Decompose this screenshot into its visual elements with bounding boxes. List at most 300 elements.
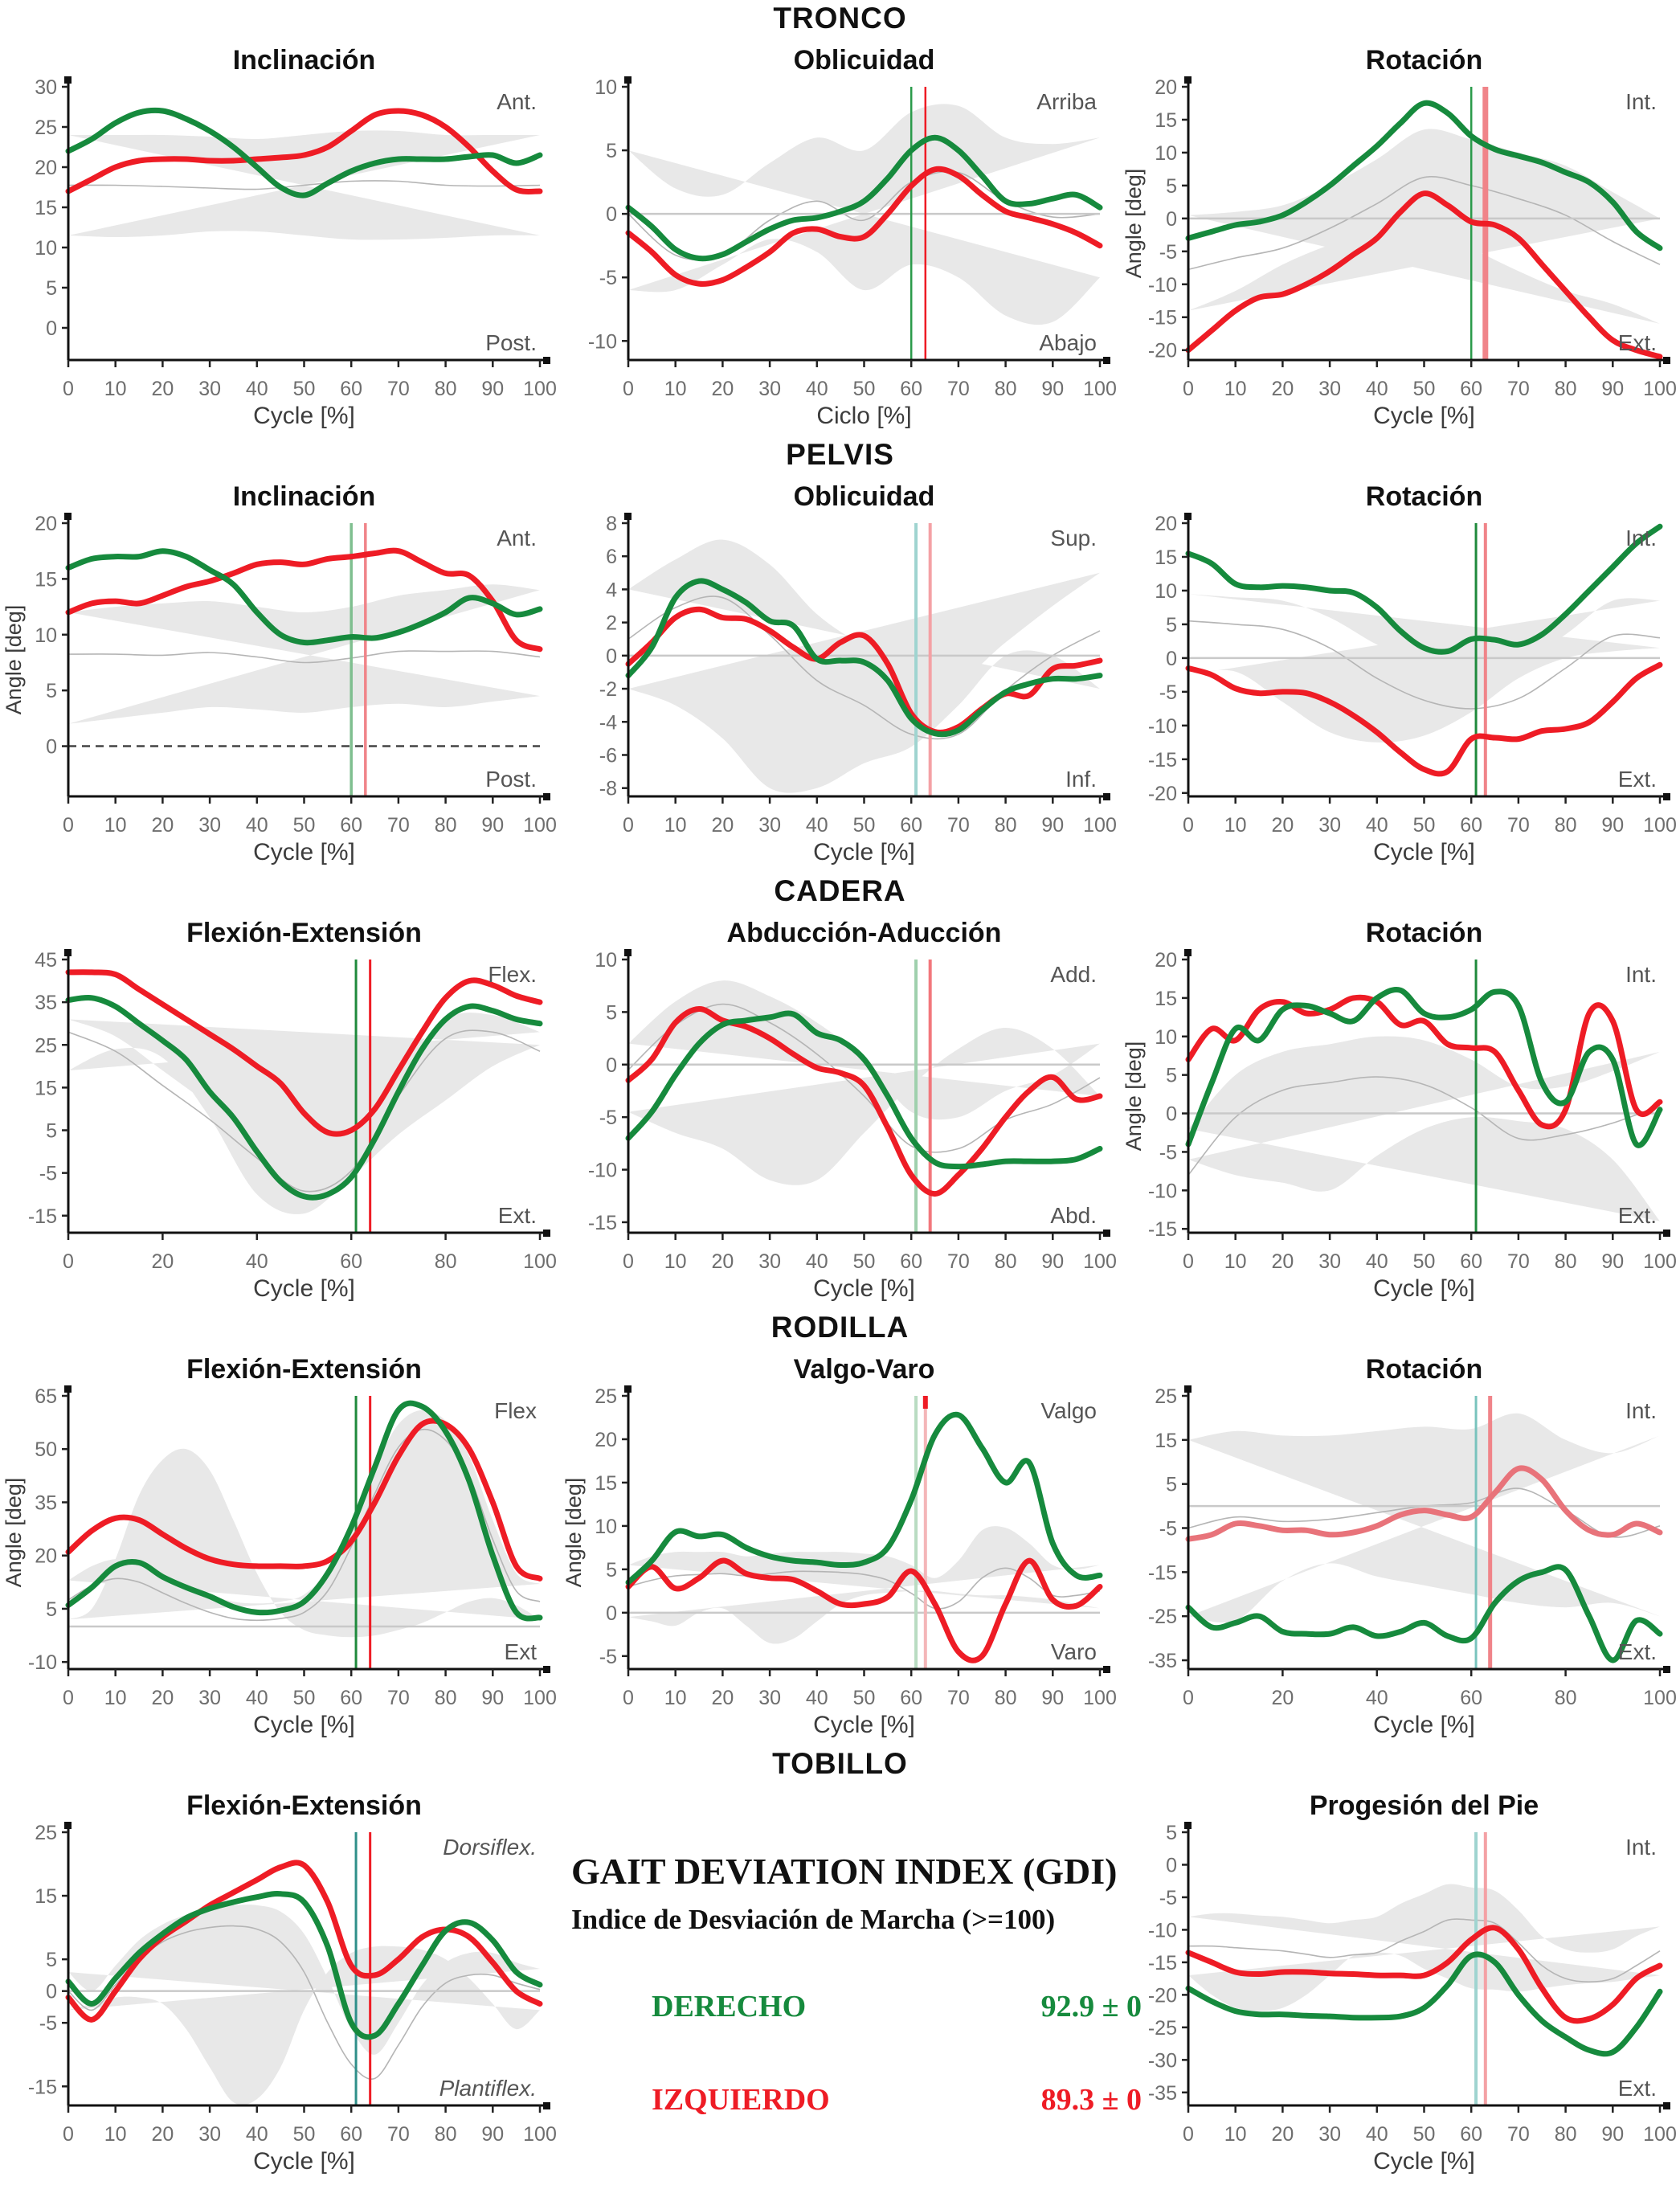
svg-text:Int.: Int. <box>1625 526 1657 550</box>
svg-text:-6: -6 <box>599 744 617 767</box>
svg-text:Ciclo [%]: Ciclo [%] <box>816 403 912 429</box>
svg-text:-35: -35 <box>1147 1650 1177 1673</box>
svg-text:50: 50 <box>292 1687 316 1709</box>
svg-text:Oblicuidad: Oblicuidad <box>793 45 935 76</box>
svg-text:0: 0 <box>1183 1687 1194 1709</box>
svg-text:50: 50 <box>1412 814 1436 837</box>
svg-text:Rotación: Rotación <box>1365 45 1483 76</box>
svg-text:15: 15 <box>35 568 57 591</box>
svg-text:90: 90 <box>1041 1687 1065 1709</box>
svg-text:15: 15 <box>1155 1429 1177 1452</box>
svg-text:80: 80 <box>434 378 457 400</box>
svg-text:Rotación: Rotación <box>1365 481 1483 512</box>
svg-text:20: 20 <box>711 378 734 400</box>
svg-text:Valgo-Varo: Valgo-Varo <box>793 1354 935 1385</box>
svg-text:60: 60 <box>340 2123 363 2146</box>
svg-text:90: 90 <box>1601 2123 1625 2146</box>
tobillo-flexion-extension-chart <box>0 1782 560 2182</box>
svg-text:20: 20 <box>35 157 57 179</box>
svg-text:80: 80 <box>1554 378 1577 400</box>
svg-text:0: 0 <box>1166 647 1177 670</box>
svg-text:10: 10 <box>1224 814 1247 837</box>
svg-text:50: 50 <box>852 378 876 400</box>
svg-text:0: 0 <box>63 1687 74 1709</box>
svg-text:-10: -10 <box>1147 273 1177 297</box>
svg-text:30: 30 <box>198 1687 222 1709</box>
svg-text:20: 20 <box>711 814 734 837</box>
svg-text:Arriba: Arriba <box>1036 89 1097 114</box>
svg-text:50: 50 <box>1412 1250 1436 1273</box>
svg-text:70: 70 <box>946 378 970 400</box>
svg-text:Ext.: Ext. <box>497 1203 537 1228</box>
svg-text:5: 5 <box>1166 613 1177 636</box>
svg-text:Progesión del Pie: Progesión del Pie <box>1309 1790 1539 1821</box>
svg-text:Rotación: Rotación <box>1365 918 1483 948</box>
svg-text:10: 10 <box>595 1515 617 1538</box>
chart-cell-rodilla-flexion <box>0 1346 560 1745</box>
svg-text:20: 20 <box>1271 1250 1294 1273</box>
svg-text:Flexión-Extensión: Flexión-Extensión <box>186 1790 422 1821</box>
svg-text:Cycle [%]: Cycle [%] <box>813 839 915 865</box>
svg-text:-30: -30 <box>1147 2049 1177 2072</box>
svg-text:Cycle [%]: Cycle [%] <box>1373 403 1475 429</box>
svg-text:50: 50 <box>852 1250 876 1273</box>
rodilla-rotacion-chart <box>1120 1346 1680 1745</box>
svg-text:Flex.: Flex. <box>488 962 537 987</box>
svg-text:80: 80 <box>994 814 1017 837</box>
svg-text:15: 15 <box>1155 987 1177 1010</box>
svg-text:30: 30 <box>758 378 782 400</box>
chart-cell-tobillo-flexion <box>0 1782 560 2182</box>
svg-text:-15: -15 <box>1147 1951 1177 1974</box>
svg-text:30: 30 <box>758 814 782 837</box>
svg-text:-15: -15 <box>27 1205 57 1228</box>
svg-text:10: 10 <box>664 814 687 837</box>
svg-text:-10: -10 <box>1147 1180 1177 1203</box>
svg-text:20: 20 <box>595 1428 617 1451</box>
svg-text:80: 80 <box>434 2123 457 2146</box>
svg-text:50: 50 <box>292 378 316 400</box>
svg-text:90: 90 <box>1041 378 1065 400</box>
svg-text:100: 100 <box>1643 1687 1677 1709</box>
svg-text:20: 20 <box>1155 513 1177 535</box>
svg-text:100: 100 <box>523 1687 557 1709</box>
svg-text:10: 10 <box>1224 1250 1247 1273</box>
svg-text:40: 40 <box>805 1687 828 1709</box>
chart-cell-progresion-pie <box>1120 1782 1680 2182</box>
svg-text:60: 60 <box>1460 1687 1483 1709</box>
svg-text:40: 40 <box>245 1687 268 1709</box>
svg-text:10: 10 <box>35 624 57 647</box>
svg-text:50: 50 <box>1412 2123 1436 2146</box>
svg-text:80: 80 <box>1554 1687 1577 1709</box>
svg-text:-15: -15 <box>587 1211 617 1234</box>
svg-text:6: 6 <box>606 546 617 569</box>
svg-text:30: 30 <box>1318 814 1342 837</box>
svg-text:60: 60 <box>340 1250 363 1273</box>
svg-text:20: 20 <box>1271 1687 1294 1709</box>
svg-text:90: 90 <box>1601 1250 1625 1273</box>
svg-text:Abd.: Abd. <box>1050 1203 1097 1228</box>
svg-text:20: 20 <box>711 1687 734 1709</box>
svg-text:-5: -5 <box>599 1107 617 1130</box>
svg-text:0: 0 <box>1183 2123 1194 2146</box>
svg-text:Abajo: Abajo <box>1039 330 1097 355</box>
svg-text:90: 90 <box>1601 378 1625 400</box>
svg-text:Angle [deg]: Angle [deg] <box>2 604 26 715</box>
svg-text:80: 80 <box>994 1687 1017 1709</box>
svg-text:30: 30 <box>1318 1250 1342 1273</box>
svg-text:-5: -5 <box>1159 240 1177 264</box>
gdi-cell <box>560 1782 1142 2182</box>
svg-text:50: 50 <box>292 2123 316 2146</box>
svg-text:0: 0 <box>63 814 74 837</box>
svg-text:90: 90 <box>481 814 505 837</box>
svg-text:-15: -15 <box>1147 1218 1177 1242</box>
svg-text:80: 80 <box>434 814 457 837</box>
svg-text:Angle [deg]: Angle [deg] <box>562 1477 586 1588</box>
svg-text:20: 20 <box>1271 814 1294 837</box>
progresion-del-pie-chart <box>1120 1782 1680 2182</box>
svg-text:-10: -10 <box>587 1159 617 1182</box>
pelvis-oblicuidad-chart <box>560 473 1120 873</box>
svg-text:0: 0 <box>606 1602 617 1625</box>
svg-text:15: 15 <box>595 1471 617 1495</box>
svg-text:20: 20 <box>151 1687 174 1709</box>
svg-text:60: 60 <box>1460 378 1483 400</box>
svg-text:80: 80 <box>994 1250 1017 1273</box>
svg-text:5: 5 <box>606 1558 617 1581</box>
svg-text:60: 60 <box>1460 814 1483 837</box>
svg-text:0: 0 <box>1183 1250 1194 1273</box>
svg-text:5: 5 <box>46 277 57 300</box>
svg-text:80: 80 <box>994 378 1017 400</box>
chart-cell-pelvis-oblicuidad <box>560 473 1120 873</box>
svg-text:5: 5 <box>46 1598 57 1621</box>
svg-text:80: 80 <box>1554 2123 1577 2146</box>
svg-text:Cycle [%]: Cycle [%] <box>1373 2148 1475 2175</box>
svg-text:80: 80 <box>434 1687 457 1709</box>
svg-text:70: 70 <box>946 1687 970 1709</box>
row-tobillo <box>0 1782 1680 2182</box>
chart-cell-pelvis-inclinacion <box>0 473 560 873</box>
svg-text:10: 10 <box>664 1687 687 1709</box>
svg-text:15: 15 <box>1155 108 1177 132</box>
svg-text:5: 5 <box>46 1119 57 1143</box>
svg-text:25: 25 <box>35 117 57 139</box>
svg-text:Cycle [%]: Cycle [%] <box>253 1275 355 1302</box>
svg-text:Post.: Post. <box>485 767 537 792</box>
svg-text:0: 0 <box>1166 207 1177 231</box>
svg-text:30: 30 <box>758 1687 782 1709</box>
svg-text:20: 20 <box>151 814 174 837</box>
svg-text:10: 10 <box>664 1250 687 1273</box>
chart-cell-tronco-inclinacion <box>0 37 560 436</box>
svg-text:100: 100 <box>523 2123 557 2146</box>
svg-text:20: 20 <box>151 378 174 400</box>
svg-text:Oblicuidad: Oblicuidad <box>793 481 935 512</box>
svg-text:100: 100 <box>1643 378 1677 400</box>
section-header-tobillo: TOBILLO <box>772 1747 908 1780</box>
row-pelvis <box>0 473 1680 873</box>
svg-text:90: 90 <box>481 2123 505 2146</box>
cadera-flexion-extension-chart <box>0 910 560 1309</box>
svg-text:8: 8 <box>606 513 617 535</box>
svg-text:-5: -5 <box>39 2012 57 2036</box>
svg-text:100: 100 <box>1083 814 1117 837</box>
svg-text:10: 10 <box>595 76 617 99</box>
svg-text:40: 40 <box>1365 814 1388 837</box>
tronco-rotacion-chart <box>1120 37 1680 436</box>
svg-text:15: 15 <box>35 1077 57 1100</box>
svg-text:-10: -10 <box>1147 714 1177 738</box>
svg-text:Post.: Post. <box>485 330 537 355</box>
svg-text:25: 25 <box>1155 1385 1177 1408</box>
svg-text:10: 10 <box>1155 1025 1177 1049</box>
svg-text:100: 100 <box>1083 1250 1117 1273</box>
svg-text:-25: -25 <box>1147 2016 1177 2040</box>
svg-text:0: 0 <box>1166 1103 1177 1126</box>
svg-text:70: 70 <box>386 2123 410 2146</box>
svg-text:Abducción-Aducción: Abducción-Aducción <box>726 918 1002 948</box>
section-header-pelvis: PELVIS <box>786 438 894 471</box>
svg-text:60: 60 <box>900 814 923 837</box>
svg-text:Rotación: Rotación <box>1365 1354 1483 1385</box>
svg-text:100: 100 <box>1083 1687 1117 1709</box>
chart-cell-rodilla-rotacion <box>1120 1346 1680 1745</box>
svg-text:-20: -20 <box>1147 339 1177 362</box>
svg-text:5: 5 <box>606 140 617 163</box>
svg-text:90: 90 <box>481 1687 505 1709</box>
svg-text:10: 10 <box>104 1687 127 1709</box>
svg-text:70: 70 <box>1506 2123 1530 2146</box>
svg-text:10: 10 <box>104 2123 127 2146</box>
svg-text:Flexión-Extensión: Flexión-Extensión <box>186 1354 422 1385</box>
svg-text:10: 10 <box>104 814 127 837</box>
svg-text:-2: -2 <box>599 678 617 702</box>
row-rodilla <box>0 1346 1680 1745</box>
svg-text:Inclinación: Inclinación <box>232 481 376 512</box>
svg-text:5: 5 <box>46 680 57 703</box>
svg-text:Cycle [%]: Cycle [%] <box>1373 1712 1475 1738</box>
svg-text:0: 0 <box>46 735 57 759</box>
svg-text:5: 5 <box>606 1001 617 1025</box>
svg-text:-15: -15 <box>1147 1561 1177 1585</box>
svg-text:Sup.: Sup. <box>1050 526 1097 550</box>
svg-text:65: 65 <box>35 1385 57 1408</box>
svg-text:Angle [deg]: Angle [deg] <box>2 1477 26 1588</box>
svg-text:Flexión-Extensión: Flexión-Extensión <box>186 918 422 948</box>
section-header-tronco: TRONCO <box>773 2 907 35</box>
svg-text:5: 5 <box>1166 1064 1177 1087</box>
svg-text:2: 2 <box>606 612 617 635</box>
svg-text:50: 50 <box>292 814 316 837</box>
svg-text:Ant.: Ant. <box>497 89 537 114</box>
gdi-label-derecho: DERECHO <box>652 1990 807 2023</box>
tronco-oblicuidad-chart <box>560 37 1120 436</box>
svg-text:70: 70 <box>1506 1250 1530 1273</box>
svg-text:Cycle [%]: Cycle [%] <box>813 1275 915 1302</box>
chart-cell-tronco-rotacion <box>1120 37 1680 436</box>
svg-text:70: 70 <box>386 1687 410 1709</box>
svg-text:100: 100 <box>523 1250 557 1273</box>
svg-text:5: 5 <box>46 1949 57 1972</box>
gdi-title: GAIT DEVIATION INDEX (GDI) <box>571 1851 1118 1892</box>
svg-text:0: 0 <box>63 1250 74 1273</box>
svg-text:Ant.: Ant. <box>497 526 537 550</box>
svg-text:40: 40 <box>1365 378 1388 400</box>
svg-text:Valgo: Valgo <box>1040 1398 1097 1423</box>
svg-text:Inclinación: Inclinación <box>232 45 376 76</box>
svg-text:40: 40 <box>1365 1250 1388 1273</box>
svg-text:35: 35 <box>35 992 57 1015</box>
svg-text:5: 5 <box>1166 174 1177 198</box>
svg-text:Angle [deg]: Angle [deg] <box>1122 1041 1146 1152</box>
svg-text:60: 60 <box>900 378 923 400</box>
svg-text:10: 10 <box>664 378 687 400</box>
svg-text:40: 40 <box>1365 2123 1388 2146</box>
chart-cell-pelvis-rotacion <box>1120 473 1680 873</box>
svg-text:-4: -4 <box>599 711 617 734</box>
svg-text:20: 20 <box>151 1250 174 1273</box>
svg-text:10: 10 <box>104 378 127 400</box>
svg-text:0: 0 <box>623 378 634 400</box>
svg-text:15: 15 <box>35 197 57 219</box>
svg-text:100: 100 <box>1083 378 1117 400</box>
svg-text:-5: -5 <box>1159 681 1177 704</box>
svg-text:50: 50 <box>852 814 876 837</box>
pelvis-rotacion-chart <box>1120 473 1680 873</box>
svg-text:15: 15 <box>1155 546 1177 569</box>
svg-text:-8: -8 <box>599 777 617 800</box>
svg-text:60: 60 <box>340 814 363 837</box>
svg-text:30: 30 <box>198 2123 222 2146</box>
svg-text:Int.: Int. <box>1625 1835 1657 1860</box>
rodilla-flexion-extension-chart <box>0 1346 560 1745</box>
svg-text:-15: -15 <box>1147 306 1177 329</box>
svg-text:40: 40 <box>805 814 828 837</box>
svg-text:-15: -15 <box>27 2076 57 2099</box>
svg-text:Dorsiflex.: Dorsiflex. <box>443 1835 537 1860</box>
svg-text:Varo: Varo <box>1050 1639 1097 1664</box>
svg-text:5: 5 <box>1166 1822 1177 1844</box>
pelvis-inclinacion-chart <box>0 473 560 873</box>
svg-text:100: 100 <box>1643 814 1677 837</box>
svg-text:40: 40 <box>805 1250 828 1273</box>
svg-text:30: 30 <box>35 76 57 99</box>
svg-text:20: 20 <box>35 513 57 535</box>
svg-text:50: 50 <box>1412 378 1436 400</box>
svg-text:-20: -20 <box>1147 782 1177 805</box>
svg-text:-15: -15 <box>1147 748 1177 771</box>
svg-text:0: 0 <box>623 814 634 837</box>
svg-text:20: 20 <box>711 1250 734 1273</box>
svg-text:30: 30 <box>198 814 222 837</box>
svg-text:Int.: Int. <box>1625 962 1657 987</box>
svg-text:-35: -35 <box>1147 2081 1177 2105</box>
svg-text:10: 10 <box>1224 2123 1247 2146</box>
svg-text:10: 10 <box>1155 579 1177 603</box>
svg-text:Cycle [%]: Cycle [%] <box>253 403 355 429</box>
svg-text:4: 4 <box>606 579 617 602</box>
svg-text:100: 100 <box>523 378 557 400</box>
svg-text:0: 0 <box>606 1054 617 1077</box>
svg-text:Int.: Int. <box>1625 89 1657 114</box>
svg-text:40: 40 <box>245 378 268 400</box>
svg-text:-5: -5 <box>39 1162 57 1185</box>
svg-text:Flex: Flex <box>494 1398 537 1423</box>
svg-text:90: 90 <box>1041 814 1065 837</box>
svg-text:-5: -5 <box>599 267 617 290</box>
svg-text:0: 0 <box>46 317 57 340</box>
svg-text:0: 0 <box>1183 814 1194 837</box>
svg-text:-5: -5 <box>599 1645 617 1668</box>
svg-text:60: 60 <box>340 1687 363 1709</box>
gdi-value-derecho: 92.9 ± 0 <box>1040 1990 1142 2023</box>
gdi-label-izquierdo: IZQUIERDO <box>652 2083 830 2117</box>
svg-text:100: 100 <box>523 814 557 837</box>
svg-text:Cycle [%]: Cycle [%] <box>813 1712 915 1738</box>
svg-text:90: 90 <box>1041 1250 1065 1273</box>
svg-text:25: 25 <box>35 1822 57 1844</box>
tronco-inclinacion-chart <box>0 37 560 436</box>
svg-text:90: 90 <box>481 378 505 400</box>
svg-text:-10: -10 <box>587 330 617 354</box>
svg-text:Add.: Add. <box>1050 962 1097 987</box>
svg-text:-5: -5 <box>1159 1517 1177 1541</box>
svg-text:Ext.: Ext. <box>1617 767 1657 792</box>
svg-text:70: 70 <box>1506 814 1530 837</box>
svg-text:30: 30 <box>1318 378 1342 400</box>
svg-text:0: 0 <box>63 378 74 400</box>
svg-text:25: 25 <box>35 1034 57 1058</box>
svg-text:50: 50 <box>35 1438 57 1462</box>
svg-text:30: 30 <box>1318 2123 1342 2146</box>
svg-text:0: 0 <box>606 644 617 668</box>
svg-text:Cycle [%]: Cycle [%] <box>1373 1275 1475 1302</box>
svg-text:Inf.: Inf. <box>1065 767 1097 792</box>
svg-text:30: 30 <box>758 1250 782 1273</box>
svg-text:20: 20 <box>1155 949 1177 972</box>
svg-text:-10: -10 <box>27 1651 57 1675</box>
section-header-rodilla: RODILLA <box>771 1311 909 1344</box>
svg-text:-5: -5 <box>1159 1141 1177 1164</box>
svg-text:80: 80 <box>1554 1250 1577 1273</box>
svg-text:-10: -10 <box>1147 1919 1177 1942</box>
svg-text:Ext.: Ext. <box>1617 1639 1657 1664</box>
chart-cell-cadera-flexion <box>0 910 560 1309</box>
svg-text:0: 0 <box>1183 378 1194 400</box>
svg-text:15: 15 <box>35 1885 57 1909</box>
svg-text:20: 20 <box>1271 2123 1294 2146</box>
svg-text:90: 90 <box>1601 814 1625 837</box>
svg-text:Ext.: Ext. <box>1617 330 1657 355</box>
svg-text:60: 60 <box>340 378 363 400</box>
svg-text:60: 60 <box>1460 1250 1483 1273</box>
svg-text:10: 10 <box>595 949 617 972</box>
svg-text:Plantiflex.: Plantiflex. <box>439 2076 537 2101</box>
svg-text:40: 40 <box>245 2123 268 2146</box>
svg-text:0: 0 <box>63 2123 74 2146</box>
svg-text:70: 70 <box>1506 378 1530 400</box>
row-tronco <box>0 37 1680 436</box>
svg-text:0: 0 <box>46 1980 57 2003</box>
chart-cell-cadera-rotacion <box>1120 910 1680 1309</box>
svg-text:20: 20 <box>1271 378 1294 400</box>
chart-cell-cadera-abduccion <box>560 910 1120 1309</box>
svg-text:40: 40 <box>245 1250 268 1273</box>
svg-text:80: 80 <box>1554 814 1577 837</box>
